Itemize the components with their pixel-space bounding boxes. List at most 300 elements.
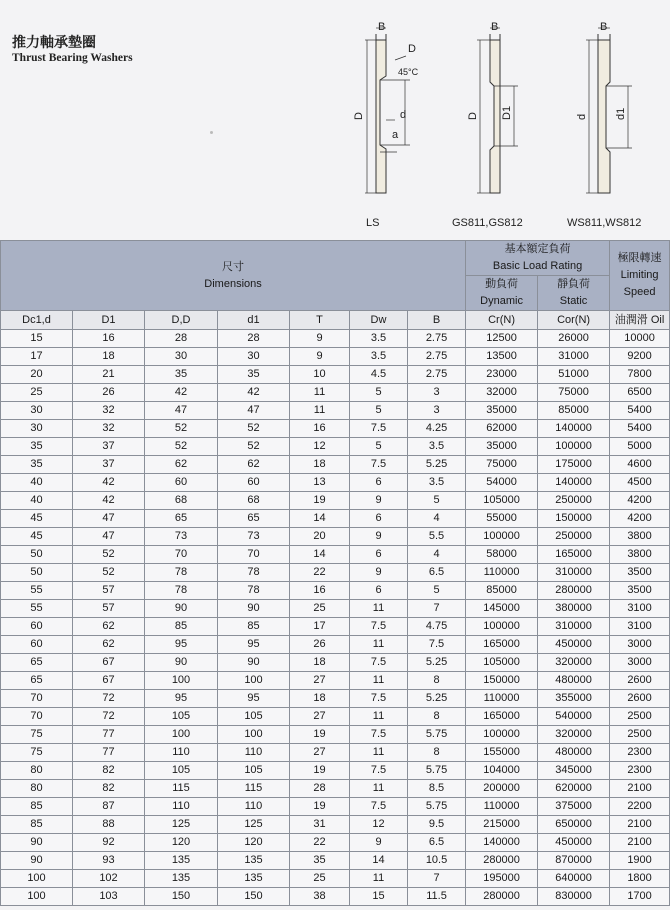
table-cell: 135	[145, 852, 218, 870]
table-cell: 5	[350, 384, 408, 402]
table-cell: 52	[73, 564, 145, 582]
table-cell: 2300	[610, 762, 670, 780]
table-cell: 90	[218, 654, 290, 672]
table-cell: 78	[145, 564, 218, 582]
table-cell: 13500	[466, 348, 538, 366]
table-cell: 250000	[538, 528, 610, 546]
table-cell: 90	[145, 600, 218, 618]
table-row	[1, 816, 670, 834]
table-cell: 7.5	[350, 762, 408, 780]
table-cell: 5.5	[408, 528, 466, 546]
table-cell: 73	[145, 528, 218, 546]
table-cell: 480000	[538, 744, 610, 762]
table-cell: 320000	[538, 654, 610, 672]
table-cell: 35	[145, 366, 218, 384]
table-cell: 47	[73, 528, 145, 546]
table-cell: 51000	[538, 366, 610, 384]
table-cell: 28	[218, 330, 290, 348]
table-cell: 68	[145, 492, 218, 510]
table-cell: 11	[350, 744, 408, 762]
ws-d1-label: d1	[615, 107, 627, 120]
table-cell: 62000	[466, 420, 538, 438]
table-cell: 2600	[610, 672, 670, 690]
table-cell: 7	[408, 870, 466, 888]
table-cell: 4	[408, 510, 466, 528]
table-cell: 52	[218, 420, 290, 438]
table-row	[1, 726, 670, 744]
static-header	[538, 276, 610, 311]
table-cell: 19	[290, 492, 350, 510]
column-header: D1	[73, 311, 145, 330]
table-cell: 105	[218, 762, 290, 780]
table-cell: 19	[290, 798, 350, 816]
table-cell: 11	[350, 708, 408, 726]
table-cell: 55000	[466, 510, 538, 528]
table-cell: 55	[1, 582, 73, 600]
table-cell: 640000	[538, 870, 610, 888]
table-cell: 120	[145, 834, 218, 852]
table-cell: 52	[73, 546, 145, 564]
basic-load-header-en: Basic Load Rating	[492, 260, 583, 272]
table-cell: 28	[145, 330, 218, 348]
table-cell: 5.25	[408, 690, 466, 708]
table-cell: 7.5	[408, 636, 466, 654]
table-cell: 75	[1, 744, 73, 762]
table-cell: 6.5	[408, 564, 466, 582]
table-row	[1, 348, 670, 366]
table-cell: 5.75	[408, 726, 466, 744]
table-cell: 9	[350, 528, 408, 546]
table-cell: 78	[218, 564, 290, 582]
table-cell: 110000	[466, 798, 538, 816]
column-header: Cr(N)	[466, 311, 538, 330]
table-cell: 65	[145, 510, 218, 528]
table-cell: 195000	[466, 870, 538, 888]
table-cell: 5000	[610, 438, 670, 456]
table-cell: 42	[218, 384, 290, 402]
column-header: Cor(N)	[538, 311, 610, 330]
column-header: D,D	[145, 311, 218, 330]
table-cell: 32000	[466, 384, 538, 402]
table-cell: 42	[73, 474, 145, 492]
table-cell: 2600	[610, 690, 670, 708]
table-cell: 1900	[610, 852, 670, 870]
table-cell: 11	[350, 870, 408, 888]
table-cell: 28	[290, 780, 350, 798]
table-cell: 1800	[610, 870, 670, 888]
table-cell: 47	[218, 402, 290, 420]
table-cell: 95	[218, 636, 290, 654]
table-cell: 19	[290, 762, 350, 780]
table-cell: 15	[1, 330, 73, 348]
table-cell: 70	[1, 708, 73, 726]
table-cell: 8	[408, 744, 466, 762]
dimensions-header-en: Dimensions	[204, 277, 262, 290]
table-cell: 3.5	[408, 474, 466, 492]
table-cell: 3500	[610, 564, 670, 582]
table-cell: 60	[145, 474, 218, 492]
dynamic-header-cn: 動負荷	[485, 278, 519, 290]
table-row	[1, 438, 670, 456]
table-cell: 47	[145, 402, 218, 420]
dimensions-header-cn: 尺寸	[222, 260, 245, 273]
ls-a-label: a	[392, 129, 399, 141]
table-cell: 310000	[538, 618, 610, 636]
table-cell: 150000	[466, 672, 538, 690]
table-cell: 6500	[610, 384, 670, 402]
table-row	[1, 402, 670, 420]
table-cell: 10000	[610, 330, 670, 348]
table-row	[1, 798, 670, 816]
table-cell: 3.5	[408, 438, 466, 456]
table-cell: 5.75	[408, 762, 466, 780]
table-row	[1, 528, 670, 546]
table-cell: 9	[290, 348, 350, 366]
table-cell: 30	[218, 348, 290, 366]
table-cell: 3	[408, 384, 466, 402]
table-cell: 72	[73, 708, 145, 726]
table-cell: 38	[290, 888, 350, 906]
table-cell: 23000	[466, 366, 538, 384]
table-cell: 5	[408, 492, 466, 510]
table-row	[1, 636, 670, 654]
table-cell: 2300	[610, 744, 670, 762]
table-cell: 45	[1, 510, 73, 528]
table-row	[1, 456, 670, 474]
page-title-en: Thrust Bearing Washers	[12, 52, 133, 64]
table-cell: 2.75	[408, 330, 466, 348]
table-cell: 4.5	[350, 366, 408, 384]
table-cell: 9200	[610, 348, 670, 366]
table-cell: 65	[1, 672, 73, 690]
table-cell: 120	[218, 834, 290, 852]
table-cell: 140000	[538, 474, 610, 492]
table-cell: 60	[218, 474, 290, 492]
table-cell: 16	[290, 582, 350, 600]
table-row	[1, 654, 670, 672]
column-header-row	[1, 311, 670, 330]
table-cell: 88	[73, 816, 145, 834]
table-cell: 7800	[610, 366, 670, 384]
table-cell: 5	[350, 402, 408, 420]
table-cell: 345000	[538, 762, 610, 780]
table-cell: 50	[1, 546, 73, 564]
table-cell: 150	[218, 888, 290, 906]
table-cell: 2500	[610, 726, 670, 744]
table-cell: 9	[350, 834, 408, 852]
ls-b-label: B	[378, 21, 386, 33]
table-cell: 19	[290, 726, 350, 744]
table-cell: 9	[350, 492, 408, 510]
table-cell: 35	[218, 366, 290, 384]
table-cell: 90	[1, 852, 73, 870]
table-row	[1, 762, 670, 780]
table-cell: 4.75	[408, 618, 466, 636]
table-cell: 60	[1, 618, 73, 636]
table-cell: 104000	[466, 762, 538, 780]
table-cell: 100000	[466, 618, 538, 636]
table-cell: 22	[290, 564, 350, 582]
table-cell: 22	[290, 834, 350, 852]
table-cell: 115	[218, 780, 290, 798]
table-cell: 93	[73, 852, 145, 870]
table-cell: 7.5	[350, 654, 408, 672]
table-cell: 2.75	[408, 366, 466, 384]
table-cell: 11	[290, 402, 350, 420]
table-cell: 11	[290, 384, 350, 402]
table-cell: 80	[1, 780, 73, 798]
table-cell: 55	[1, 600, 73, 618]
table-cell: 14	[290, 546, 350, 564]
table-cell: 31000	[538, 348, 610, 366]
table-cell: 870000	[538, 852, 610, 870]
table-cell: 7.5	[350, 798, 408, 816]
table-cell: 25	[1, 384, 73, 402]
table-cell: 280000	[466, 888, 538, 906]
table-cell: 280000	[466, 852, 538, 870]
table-cell: 830000	[538, 888, 610, 906]
table-cell: 3.5	[350, 330, 408, 348]
table-cell: 165000	[466, 636, 538, 654]
table-cell: 7.5	[350, 456, 408, 474]
table-cell: 12500	[466, 330, 538, 348]
table-cell: 14	[290, 510, 350, 528]
table-cell: 62	[218, 456, 290, 474]
table-cell: 3100	[610, 600, 670, 618]
table-row	[1, 492, 670, 510]
table-cell: 110000	[466, 690, 538, 708]
basic-load-header	[466, 241, 610, 276]
table-cell: 67	[73, 672, 145, 690]
table-cell: 110	[218, 798, 290, 816]
table-cell: 5.25	[408, 654, 466, 672]
table-row	[1, 708, 670, 726]
table-cell: 100000	[466, 726, 538, 744]
table-cell: 77	[73, 744, 145, 762]
table-cell: 620000	[538, 780, 610, 798]
table-cell: 37	[73, 438, 145, 456]
table-cell: 78	[218, 582, 290, 600]
table-cell: 13	[290, 474, 350, 492]
washer-diagrams	[0, 0, 670, 240]
speed-header-en2: Speed	[623, 286, 656, 298]
speed-header	[610, 241, 670, 311]
table-cell: 200000	[466, 780, 538, 798]
table-cell: 100000	[538, 438, 610, 456]
speed-header-cn: 極限轉速	[617, 252, 662, 264]
table-cell: 100000	[466, 528, 538, 546]
table-cell: 52	[145, 420, 218, 438]
column-header: B	[408, 311, 466, 330]
table-cell: 62	[145, 456, 218, 474]
ls-angle-label: 45°C	[398, 67, 419, 77]
table-row	[1, 888, 670, 906]
table-cell: 26	[73, 384, 145, 402]
table-cell: 165000	[538, 546, 610, 564]
table-cell: 15	[350, 888, 408, 906]
column-header: Dc1,d	[1, 311, 73, 330]
table-cell: 4200	[610, 510, 670, 528]
column-header: 油潤滑 Oil	[610, 311, 670, 330]
table-cell: 3	[408, 402, 466, 420]
table-cell: 95	[145, 690, 218, 708]
table-cell: 6	[350, 474, 408, 492]
table-cell: 320000	[538, 726, 610, 744]
dynamic-header	[466, 276, 538, 311]
gs-caption: GS811,GS812	[452, 217, 523, 229]
table-cell: 10	[290, 366, 350, 384]
table-cell: 85	[145, 618, 218, 636]
table-cell: 100	[145, 726, 218, 744]
table-row	[1, 330, 670, 348]
table-row	[1, 744, 670, 762]
table-cell: 82	[73, 762, 145, 780]
page-title-cn: 推力軸承墊圈	[12, 35, 96, 51]
table-cell: 85000	[538, 402, 610, 420]
ws-b-label: B	[600, 21, 608, 33]
table-cell: 4600	[610, 456, 670, 474]
table-cell: 95	[145, 636, 218, 654]
table-row	[1, 600, 670, 618]
column-header: Dw	[350, 311, 408, 330]
table-row	[1, 564, 670, 582]
table-cell: 100	[145, 672, 218, 690]
table-cell: 70	[1, 690, 73, 708]
table-cell: 37	[73, 456, 145, 474]
column-header: d1	[218, 311, 290, 330]
table-cell: 100	[218, 672, 290, 690]
table-cell: 110	[218, 744, 290, 762]
table-cell: 60	[1, 636, 73, 654]
table-row	[1, 366, 670, 384]
table-cell: 65	[218, 510, 290, 528]
ws-d-label: d	[576, 113, 588, 120]
table-cell: 2.75	[408, 348, 466, 366]
table-cell: 42	[145, 384, 218, 402]
table-row	[1, 834, 670, 852]
table-cell: 5	[350, 438, 408, 456]
table-cell: 85	[1, 798, 73, 816]
table-cell: 35	[1, 438, 73, 456]
table-cell: 2100	[610, 780, 670, 798]
table-cell: 310000	[538, 564, 610, 582]
table-cell: 92	[73, 834, 145, 852]
table-cell: 3000	[610, 654, 670, 672]
table-row	[1, 474, 670, 492]
table-cell: 12	[290, 438, 350, 456]
table-cell: 11	[350, 780, 408, 798]
gs-D-label: D	[467, 112, 479, 120]
table-cell: 150	[145, 888, 218, 906]
table-cell: 150000	[538, 510, 610, 528]
table-cell: 35000	[466, 402, 538, 420]
table-cell: 5.75	[408, 798, 466, 816]
table-row	[1, 852, 670, 870]
speed-header-en1: Limiting	[620, 269, 659, 281]
table-cell: 3800	[610, 546, 670, 564]
table-cell: 155000	[466, 744, 538, 762]
table-cell: 8.5	[408, 780, 466, 798]
table-cell: 100	[1, 870, 73, 888]
table-row	[1, 546, 670, 564]
table-cell: 68	[218, 492, 290, 510]
table-cell: 20	[1, 366, 73, 384]
table-cell: 80	[1, 762, 73, 780]
table-cell: 25	[290, 870, 350, 888]
table-cell: 4.25	[408, 420, 466, 438]
table-cell: 90	[1, 834, 73, 852]
table-cell: 280000	[538, 582, 610, 600]
table-cell: 380000	[538, 600, 610, 618]
table-cell: 450000	[538, 636, 610, 654]
table-cell: 50	[1, 564, 73, 582]
table-row	[1, 618, 670, 636]
table-cell: 450000	[538, 834, 610, 852]
table-cell: 6.5	[408, 834, 466, 852]
table-cell: 95	[218, 690, 290, 708]
table-cell: 355000	[538, 690, 610, 708]
table-body	[1, 330, 670, 906]
table-cell: 73	[218, 528, 290, 546]
table-cell: 35	[1, 456, 73, 474]
table-cell: 125	[145, 816, 218, 834]
table-cell: 78	[145, 582, 218, 600]
table-cell: 62	[73, 618, 145, 636]
table-cell: 72	[73, 690, 145, 708]
table-cell: 32	[73, 420, 145, 438]
table-cell: 3800	[610, 528, 670, 546]
table-cell: 9	[350, 564, 408, 582]
table-cell: 42	[73, 492, 145, 510]
table-row	[1, 870, 670, 888]
table-cell: 75	[1, 726, 73, 744]
table-cell: 2100	[610, 816, 670, 834]
table-cell: 7.5	[350, 618, 408, 636]
table-cell: 145000	[466, 600, 538, 618]
ls-caption: LS	[366, 217, 380, 229]
table-cell: 18	[73, 348, 145, 366]
table-cell: 12	[350, 816, 408, 834]
basic-load-header-cn: 基本額定負荷	[504, 243, 571, 255]
table-cell: 18	[290, 690, 350, 708]
table-cell: 40	[1, 492, 73, 510]
table-cell: 11	[350, 600, 408, 618]
table-cell: 3500	[610, 582, 670, 600]
table-cell: 2200	[610, 798, 670, 816]
table-cell: 2100	[610, 834, 670, 852]
table-cell: 27	[290, 744, 350, 762]
table-cell: 11	[350, 672, 408, 690]
table-cell: 16	[73, 330, 145, 348]
table-row	[1, 690, 670, 708]
table-cell: 105000	[466, 654, 538, 672]
gs-D1-label: D1	[501, 105, 513, 120]
table-cell: 6	[350, 582, 408, 600]
table-cell: 54000	[466, 474, 538, 492]
static-header-cn: 靜負荷	[557, 278, 591, 290]
table-row	[1, 510, 670, 528]
table-cell: 52	[145, 438, 218, 456]
table-cell: 32	[73, 402, 145, 420]
table-cell: 9.5	[408, 816, 466, 834]
table-cell: 175000	[538, 456, 610, 474]
table-cell: 4500	[610, 474, 670, 492]
table-cell: 7.5	[350, 690, 408, 708]
table-row	[1, 780, 670, 798]
table-cell: 115	[145, 780, 218, 798]
table-cell: 3100	[610, 618, 670, 636]
table-cell: 140000	[466, 834, 538, 852]
